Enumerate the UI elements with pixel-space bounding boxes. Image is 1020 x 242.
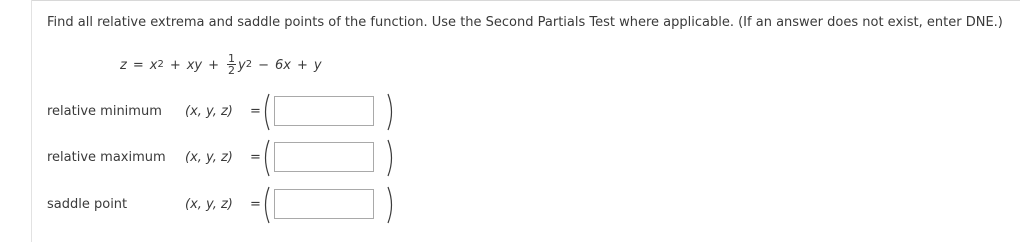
eq-term-x: x <box>149 57 158 73</box>
eq-plus: + <box>296 57 308 73</box>
row-equals: = <box>250 197 261 212</box>
coordinate-triple: (x, y, z) <box>185 104 233 119</box>
eq-fraction-denominator: 2 <box>228 63 236 77</box>
coordinate-triple: (x, y, z) <box>185 150 233 165</box>
right-paren-icon <box>386 138 396 178</box>
top-divider <box>31 0 1020 1</box>
left-paren-icon <box>261 138 271 178</box>
coordinate-triple: (x, y, z) <box>185 197 233 212</box>
answer-row-saddle-point <box>47 185 467 225</box>
row-equals: = <box>250 150 261 165</box>
row-label: relative minimum <box>47 104 162 119</box>
saddle-point-input[interactable] <box>274 189 374 219</box>
row-equals: = <box>250 104 261 119</box>
left-paren-icon <box>261 92 271 132</box>
eq-equals: = <box>132 57 144 73</box>
eq-fraction <box>227 53 236 76</box>
eq-minus: − <box>258 57 269 73</box>
right-paren-icon <box>386 92 396 132</box>
relative-minimum-input[interactable] <box>274 96 374 126</box>
right-paren-icon <box>386 185 396 225</box>
left-paren-icon <box>261 185 271 225</box>
eq-plus: + <box>169 57 181 73</box>
eq-term-xy: xy <box>186 57 203 73</box>
answer-row-relative-minimum <box>47 92 467 132</box>
relative-maximum-input[interactable] <box>274 142 374 172</box>
eq-term-y-linear: y <box>313 57 322 73</box>
eq-term-y: y <box>238 57 246 73</box>
eq-plus: + <box>208 57 220 73</box>
question-instructions: Find all relative extrema and saddle points of the function. Use the Second Partials Test where applicable. (If an answer does not exist, enter DNE.) <box>47 15 1003 30</box>
answer-row-relative-maximum <box>47 138 467 178</box>
eq-lhs: z <box>120 57 127 73</box>
function-equation: z = x 2 + xy + $\frac{1}{2}$ y 2 − 6x + y <box>120 51 322 77</box>
left-divider <box>31 0 32 242</box>
eq-fraction-numerator: 1 <box>228 51 236 65</box>
eq-term-6x: 6x <box>275 57 291 73</box>
row-label: saddle point <box>47 197 128 212</box>
row-label: relative maximum <box>47 150 166 165</box>
